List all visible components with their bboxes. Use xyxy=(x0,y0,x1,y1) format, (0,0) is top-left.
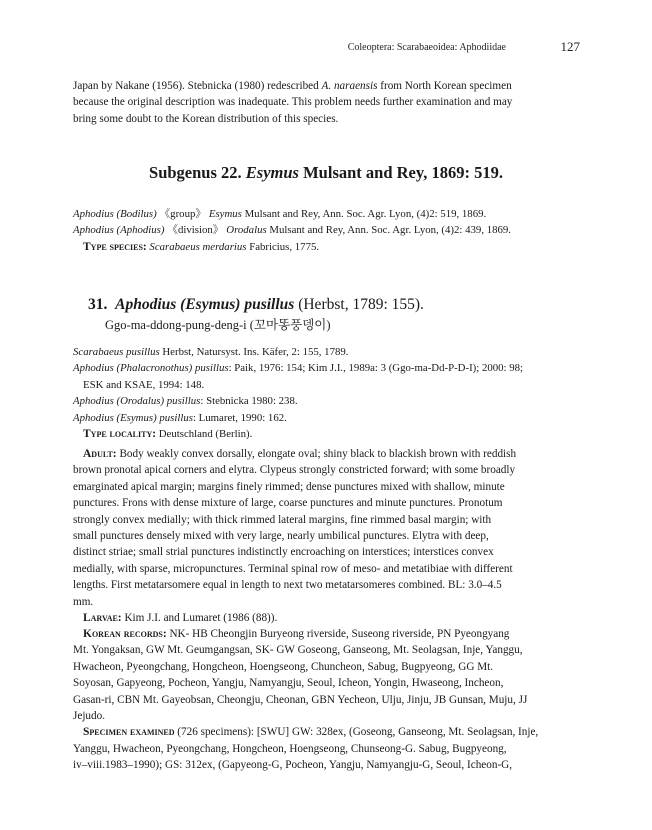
type-locality-line xyxy=(73,426,578,442)
citation: Mulsant and Rey, Ann. Soc. Agr. Lyon, (4)2: 519, 1869. xyxy=(241,208,487,220)
subgenus-name: (Esymus) xyxy=(180,296,241,313)
type-species-line xyxy=(73,239,578,255)
larvae-label: Larvae: xyxy=(83,612,122,625)
subgenus-name: Esymus xyxy=(245,163,299,182)
records-line: Gasan-ri, CBN Mt. Gayeobsan, Cheongju, Cheonan, GBN Yecheon, Ulju, Jinju, JB Gunsan, Muju, JJ xyxy=(73,693,528,706)
adult-line xyxy=(73,446,578,462)
subgenus-name: (Bodilus) xyxy=(116,208,157,220)
species-heading xyxy=(88,296,424,314)
specimen-text: (726 specimens): [SWU] GW: 328ex, (Goseong, Ganseong, Mt. Seolagsan, Inje, xyxy=(174,726,539,739)
running-header xyxy=(0,39,580,54)
type-species-author: Fabricius, 1775. xyxy=(246,240,320,253)
page-number: 127 xyxy=(560,39,580,54)
subgenus-author: Mulsant and Rey, 1869: 519. xyxy=(298,163,503,182)
synonym-line xyxy=(73,377,578,393)
records-line: Soyosan, Gapyeong, Pocheon, Yangju, Namyangju, Seoul, Icheon, Yongin, Hwaseong, Incheon, xyxy=(73,677,504,690)
species-ref: A. naraensis xyxy=(321,80,378,92)
running-title: Coleoptera: Scarabaeoidea: Aphodiidae xyxy=(347,42,506,53)
synonym-citation: ESK and KSAE, 1994: 148. xyxy=(83,378,205,391)
synonym-line xyxy=(73,344,578,360)
adult-line: brown pronotal apical corners and elytra. Clypeus strongly constricted forward; with some broadly xyxy=(73,464,516,477)
rank-label: 《group》 xyxy=(156,208,209,220)
adult-line: strongly convex medially; with thick rimmed lateral margins, fine rimmed basal margin; with xyxy=(73,513,492,526)
specimen-line: Yanggu, Hwacheon, Pyeongchang, Hongcheon, Hoengseong, Chunseong-G. Sabug, Bugpyeong, xyxy=(73,742,507,755)
korean-records xyxy=(73,626,578,774)
specimen-label: Specimen examined xyxy=(83,726,175,739)
species-number: 31. xyxy=(88,296,108,313)
subgenus-name: (Aphodius) xyxy=(116,224,165,237)
adult-line: small punctures densely mixed with very large, nearly umbilical punctures. Elytra with deep, xyxy=(73,530,489,543)
specimen-line: iv–viii.1983–1990); GS: 312ex, (Gapyeong-G, Pocheon, Yangju, Namyangju-G, Seoul, Icheon-G, xyxy=(73,759,513,772)
intro-line xyxy=(73,78,578,94)
intro-line: because the original description was inadequate. This problem needs further examination and may xyxy=(73,96,513,109)
type-locality-value: Deutschland (Berlin). xyxy=(156,428,253,441)
records-line xyxy=(73,626,578,642)
synonym-citation: : Stebnicka 1980: 238. xyxy=(200,395,298,408)
citation: Mulsant and Rey, Ann. Soc. Agr. Lyon, (4)2: 439, 1869. xyxy=(266,224,512,237)
records-line: Hwacheon, Pyeongchang, Hongcheon, Hoengseong, Chuncheon, Sabug, Bugpyeong, GG Mt. xyxy=(73,660,494,673)
synonym-citation: Herbst, Natursyst. Ins. Käfer, 2: 155, 1789. xyxy=(159,346,349,358)
synonym-name: Aphodius (Orodalus) pusillus xyxy=(73,395,201,408)
adult-line: mm. xyxy=(73,595,94,608)
adult-description xyxy=(73,446,578,626)
synonym-line xyxy=(73,393,578,409)
records-line: Mt. Yongaksan, GW Mt. Geumgangsan, SK- GW Goseong, Ganseong, Mt. Seolagsan, Inje, Yanggu, xyxy=(73,644,523,657)
intro-text: from North Korean specimen xyxy=(377,80,512,92)
taxon-name: Orodalus xyxy=(226,224,267,237)
adult-line: distinct striae; small strial punctures indistinctly encroaching on interstices; interstices convex xyxy=(73,546,494,559)
species-epithet: pusillus xyxy=(244,296,295,313)
adult-text: Body weakly convex dorsally, elongate oval; shiny black to blackish brown with reddish xyxy=(116,448,517,460)
synonym-citation: : Lumaret, 1990: 162. xyxy=(192,411,287,424)
genus-name: Aphodius xyxy=(73,224,114,237)
adult-line: punctures. Frons with dense mixture of large, coarse punctures and minute punctures. Pronotum xyxy=(73,497,503,510)
type-species-label: Type species: xyxy=(83,240,147,253)
larvae-value: Kim J.I. and Lumaret (1986 (88)). xyxy=(121,612,278,625)
synonym-name: Scarabaeus pusillus xyxy=(73,346,160,358)
taxon-name: Esymus xyxy=(208,208,242,220)
type-species-name: Scarabaeus merdarius xyxy=(146,240,247,253)
reference-line xyxy=(73,222,578,238)
type-locality-label: Type locality: xyxy=(83,428,157,441)
synonym-line xyxy=(73,410,578,426)
specimen-line xyxy=(73,724,578,740)
rank-label: 《division》 xyxy=(164,224,227,237)
larvae-line xyxy=(73,610,578,626)
korean-records-label: Korean records: xyxy=(83,628,167,640)
synonym-list xyxy=(73,344,578,442)
intro-paragraph xyxy=(73,78,578,127)
synonym-name: Aphodius (Esymus) pusillus xyxy=(73,411,193,424)
synonym-citation: : Paik, 1976: 154; Kim J.I., 1989a: 3 (Ggo-ma-Dd-P-D-I); 2000: 98; xyxy=(228,362,524,375)
genus-name: Aphodius xyxy=(115,296,177,313)
subgenus-references xyxy=(73,206,578,255)
synonym-line xyxy=(73,360,578,376)
subgenus-number: Subgenus 22. xyxy=(149,163,246,182)
intro-text: Japan by Nakane (1956). Stebnicka (1980) redescribed xyxy=(73,80,322,92)
adult-line: emarginated apical margin; margins finely rimmed; dense punctures mixed with shallow, minute xyxy=(73,480,505,493)
records-line: Jejudo. xyxy=(73,710,106,723)
subgenus-heading xyxy=(0,163,652,183)
korean-name: Ggo-ma-ddong-pung-deng-i (꼬마똥풍뎅이) xyxy=(105,318,331,332)
species-author: (Herbst, 1789: 155). xyxy=(294,296,424,313)
synonym-name: Aphodius (Phalacronothus) pusillus xyxy=(73,362,229,375)
genus-name: Aphodius xyxy=(73,208,114,220)
intro-line: bring some doubt to the Korean distribution of this species. xyxy=(73,112,339,125)
adult-line: medially, with sparse, micropunctures. Terminal spinal row of meso- and metatibiae with different xyxy=(73,562,513,575)
adult-label: Adult: xyxy=(83,448,117,460)
adult-line: lengths. First metatarsomere equal in length to next two metatarsomeres combined. BL: 3.0–4.5 xyxy=(73,579,502,592)
records-text: NK- HB Cheongjin Buryeong riverside, Suseong riverside, PN Pyeongyang xyxy=(166,628,510,640)
reference-line xyxy=(73,206,578,222)
